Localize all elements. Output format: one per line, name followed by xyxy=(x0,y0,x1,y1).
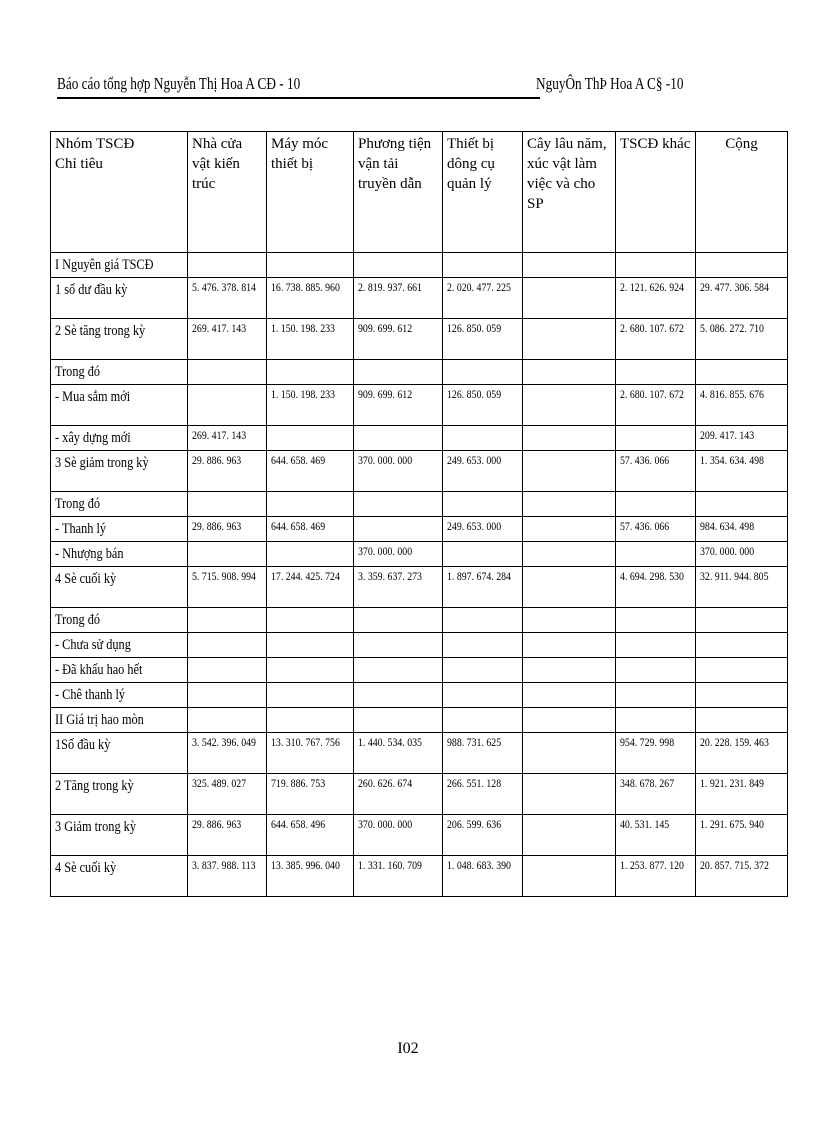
report-title-right: NguyÔn ThÞ Hoa A C§ -10 xyxy=(536,74,684,93)
row-label-cell xyxy=(51,319,188,360)
header-cell-perennial: Cây lâu năm, xúc vật làm việc và cho SP xyxy=(523,132,616,253)
cell-value: 370. 000. 000 xyxy=(358,453,413,467)
row-label: Trong đó xyxy=(55,612,101,628)
cell-value: 269. 417. 143 xyxy=(192,428,247,442)
table-row xyxy=(51,856,788,897)
table-row xyxy=(51,633,788,658)
value-cell xyxy=(354,567,443,608)
value-cell xyxy=(616,683,696,708)
value-cell xyxy=(696,278,788,319)
value-cell xyxy=(523,658,616,683)
cell-value: 40. 531. 145 xyxy=(620,817,670,831)
value-cell xyxy=(188,608,267,633)
value-cell xyxy=(188,253,267,278)
value-cell xyxy=(188,774,267,815)
header-underline xyxy=(57,97,540,99)
cell-value: 13. 385. 996. 040 xyxy=(271,858,340,872)
value-cell xyxy=(523,385,616,426)
value-cell xyxy=(354,426,443,451)
value-cell xyxy=(188,658,267,683)
value-cell xyxy=(188,385,267,426)
row-label: 3 Giảm trong kỳ xyxy=(55,819,136,835)
cell-value: 954. 729. 998 xyxy=(620,735,675,749)
value-cell xyxy=(696,567,788,608)
table-header-row xyxy=(51,132,788,253)
value-cell xyxy=(523,567,616,608)
row-label: - Đã khấu hao hết xyxy=(55,662,143,678)
table-row xyxy=(51,658,788,683)
row-label-cell xyxy=(51,385,188,426)
row-label-cell xyxy=(51,567,188,608)
value-cell xyxy=(188,360,267,385)
value-cell xyxy=(188,319,267,360)
cell-value: 269. 417. 143 xyxy=(192,321,247,335)
table-row xyxy=(51,253,788,278)
cell-value: 1. 150. 198. 233 xyxy=(271,321,335,335)
row-label: 4 Sè cuối kỳ xyxy=(55,860,117,876)
cell-value: 5. 086. 272. 710 xyxy=(700,321,764,335)
value-cell xyxy=(267,774,354,815)
table-row xyxy=(51,426,788,451)
value-cell xyxy=(443,658,523,683)
report-title-left: Báo cáo tổng hợp Nguyễn Thị Hoa A CĐ - 10 xyxy=(57,74,301,93)
value-cell xyxy=(696,492,788,517)
value-cell xyxy=(354,815,443,856)
value-cell xyxy=(443,426,523,451)
value-cell xyxy=(267,451,354,492)
cell-value: 249. 653. 000 xyxy=(447,453,502,467)
value-cell xyxy=(188,815,267,856)
cell-value: 209. 417. 143 xyxy=(700,428,755,442)
row-label: II Giá trị hao mòn xyxy=(55,712,144,728)
value-cell xyxy=(523,319,616,360)
header-cell-buildings: Nhà cửa vật kiến trúc xyxy=(188,132,267,253)
row-label-cell xyxy=(51,856,188,897)
cell-value: 1. 354. 634. 498 xyxy=(700,453,764,467)
cell-value: 370. 000. 000 xyxy=(358,817,413,831)
value-cell xyxy=(696,774,788,815)
value-cell xyxy=(443,774,523,815)
value-cell xyxy=(696,633,788,658)
row-label-cell xyxy=(51,253,188,278)
value-cell xyxy=(188,733,267,774)
value-cell xyxy=(267,683,354,708)
row-label-cell xyxy=(51,451,188,492)
header-cell-other: TSCĐ khác xyxy=(616,132,696,253)
row-label: I Nguyên giá TSCĐ xyxy=(55,257,154,273)
header-cell-transport: Phương tiện vận tải truyền dẫn xyxy=(354,132,443,253)
value-cell xyxy=(188,683,267,708)
value-cell xyxy=(354,451,443,492)
value-cell xyxy=(267,492,354,517)
cell-value: 988. 731. 625 xyxy=(447,735,502,749)
row-label-cell xyxy=(51,733,188,774)
row-label-cell xyxy=(51,360,188,385)
value-cell xyxy=(616,278,696,319)
value-cell xyxy=(616,815,696,856)
value-cell xyxy=(523,360,616,385)
cell-value: 20. 857. 715. 372 xyxy=(700,858,769,872)
cell-value: 29. 886. 963 xyxy=(192,817,242,831)
value-cell xyxy=(354,856,443,897)
cell-value: 325. 489. 027 xyxy=(192,776,247,790)
value-cell xyxy=(696,608,788,633)
cell-value: 1. 150. 198. 233 xyxy=(271,387,335,401)
table-row xyxy=(51,492,788,517)
value-cell xyxy=(267,542,354,567)
table-row xyxy=(51,708,788,733)
value-cell xyxy=(523,451,616,492)
row-label-cell xyxy=(51,633,188,658)
value-cell xyxy=(188,517,267,542)
header-cell-machinery: Máy móc thiết bị xyxy=(267,132,354,253)
value-cell xyxy=(443,360,523,385)
value-cell xyxy=(523,253,616,278)
value-cell xyxy=(354,542,443,567)
value-cell xyxy=(523,708,616,733)
row-label: 2 Tăng trong kỳ xyxy=(55,778,134,794)
value-cell xyxy=(443,608,523,633)
table-row xyxy=(51,733,788,774)
value-cell xyxy=(443,683,523,708)
value-cell xyxy=(188,451,267,492)
value-cell xyxy=(696,319,788,360)
value-cell xyxy=(523,733,616,774)
value-cell xyxy=(523,426,616,451)
value-cell xyxy=(616,608,696,633)
value-cell xyxy=(443,278,523,319)
value-cell xyxy=(523,683,616,708)
value-cell xyxy=(443,492,523,517)
row-label-cell xyxy=(51,683,188,708)
cell-value: 2. 121. 626. 924 xyxy=(620,280,684,294)
cell-value: 4. 694. 298. 530 xyxy=(620,569,684,583)
row-label: 1 số dư đầu kỳ xyxy=(55,282,128,298)
row-label: - Chê thanh lý xyxy=(55,687,126,703)
row-label-cell xyxy=(51,658,188,683)
value-cell xyxy=(267,517,354,542)
row-label: - Mua sắm mới xyxy=(55,389,131,405)
value-cell xyxy=(523,542,616,567)
cell-value: 1. 331. 160. 709 xyxy=(358,858,422,872)
cell-value: 1. 291. 675. 940 xyxy=(700,817,764,831)
cell-value: 29. 886. 963 xyxy=(192,453,242,467)
value-cell xyxy=(696,856,788,897)
value-cell xyxy=(616,658,696,683)
cell-value: 2. 680. 107. 672 xyxy=(620,387,684,401)
row-label-cell xyxy=(51,492,188,517)
value-cell xyxy=(523,774,616,815)
value-cell xyxy=(616,633,696,658)
value-cell xyxy=(616,426,696,451)
value-cell xyxy=(616,385,696,426)
cell-value: 909. 699. 612 xyxy=(358,321,413,335)
cell-value: 5. 476. 378. 814 xyxy=(192,280,256,294)
fixed-asset-table xyxy=(50,131,788,897)
row-label-cell xyxy=(51,815,188,856)
table-row xyxy=(51,451,788,492)
value-cell xyxy=(443,856,523,897)
cell-value: 644. 658. 496 xyxy=(271,817,326,831)
value-cell xyxy=(267,708,354,733)
value-cell xyxy=(523,633,616,658)
cell-value: 1. 048. 683. 390 xyxy=(447,858,511,872)
table-row xyxy=(51,608,788,633)
row-label-cell xyxy=(51,542,188,567)
row-label-cell xyxy=(51,774,188,815)
cell-value: 249. 653. 000 xyxy=(447,519,502,533)
cell-value: 5. 715. 908. 994 xyxy=(192,569,256,583)
cell-value: 644. 658. 469 xyxy=(271,453,326,467)
cell-value: 266. 551. 128 xyxy=(447,776,502,790)
value-cell xyxy=(188,492,267,517)
row-label: Trong đó xyxy=(55,496,101,512)
cell-value: 3. 542. 396. 049 xyxy=(192,735,256,749)
row-label-cell xyxy=(51,426,188,451)
cell-value: 29. 477. 306. 584 xyxy=(700,280,769,294)
cell-value: 20. 228. 159. 463 xyxy=(700,735,769,749)
table-row xyxy=(51,360,788,385)
value-cell xyxy=(443,633,523,658)
value-cell xyxy=(267,658,354,683)
cell-value: 13. 310. 767. 756 xyxy=(271,735,340,749)
value-cell xyxy=(267,567,354,608)
value-cell xyxy=(523,278,616,319)
table-row xyxy=(51,567,788,608)
header-cell-group: Nhóm TSCĐ Chỉ tiêu xyxy=(51,132,188,253)
value-cell xyxy=(616,856,696,897)
cell-value: 57. 436. 066 xyxy=(620,453,670,467)
value-cell xyxy=(523,517,616,542)
value-cell xyxy=(616,451,696,492)
value-cell xyxy=(696,683,788,708)
value-cell xyxy=(267,815,354,856)
value-cell xyxy=(523,608,616,633)
value-cell xyxy=(616,542,696,567)
value-cell xyxy=(267,253,354,278)
value-cell xyxy=(696,658,788,683)
value-cell xyxy=(443,815,523,856)
value-cell xyxy=(354,658,443,683)
cell-value: 126. 850. 059 xyxy=(447,387,502,401)
cell-value: 719. 886. 753 xyxy=(271,776,326,790)
cell-value: 348. 678. 267 xyxy=(620,776,675,790)
value-cell xyxy=(354,774,443,815)
header-cell-total: Cộng xyxy=(696,132,788,253)
value-cell xyxy=(443,733,523,774)
cell-value: 16. 738. 885. 960 xyxy=(271,280,340,294)
value-cell xyxy=(696,426,788,451)
table-row xyxy=(51,278,788,319)
row-label: 2 Sè tăng trong kỳ xyxy=(55,323,146,339)
cell-value: 2. 680. 107. 672 xyxy=(620,321,684,335)
row-label: 4 Sè cuối kỳ xyxy=(55,571,117,587)
value-cell xyxy=(523,815,616,856)
cell-value: 126. 850. 059 xyxy=(447,321,502,335)
cell-value: 29. 886. 963 xyxy=(192,519,242,533)
cell-value: 370. 000. 000 xyxy=(358,544,413,558)
value-cell xyxy=(696,360,788,385)
table-row xyxy=(51,774,788,815)
value-cell xyxy=(616,360,696,385)
value-cell xyxy=(354,385,443,426)
value-cell xyxy=(616,774,696,815)
value-cell xyxy=(188,708,267,733)
cell-value: 909. 699. 612 xyxy=(358,387,413,401)
row-label: - Chưa sử dụng xyxy=(55,637,131,653)
row-label: - Nhượng bán xyxy=(55,546,124,562)
value-cell xyxy=(616,319,696,360)
value-cell xyxy=(354,253,443,278)
cell-value: 2. 020. 477. 225 xyxy=(447,280,511,294)
value-cell xyxy=(696,253,788,278)
value-cell xyxy=(443,451,523,492)
value-cell xyxy=(354,708,443,733)
value-cell xyxy=(267,426,354,451)
value-cell xyxy=(616,708,696,733)
table-row xyxy=(51,815,788,856)
value-cell xyxy=(354,319,443,360)
value-cell xyxy=(616,517,696,542)
row-label-cell xyxy=(51,278,188,319)
row-label: - Thanh lý xyxy=(55,521,107,537)
value-cell xyxy=(616,253,696,278)
table-row xyxy=(51,542,788,567)
value-cell xyxy=(616,733,696,774)
value-cell xyxy=(443,517,523,542)
value-cell xyxy=(696,733,788,774)
value-cell xyxy=(354,608,443,633)
row-label-cell xyxy=(51,708,188,733)
cell-value: 2. 819. 937. 661 xyxy=(358,280,422,294)
value-cell xyxy=(616,567,696,608)
value-cell xyxy=(267,319,354,360)
value-cell xyxy=(354,633,443,658)
value-cell xyxy=(616,492,696,517)
value-cell xyxy=(188,633,267,658)
header-cell-equipment: Thiết bị dông cụ quản lý xyxy=(443,132,523,253)
value-cell xyxy=(354,733,443,774)
cell-value: 17. 244. 425. 724 xyxy=(271,569,340,583)
value-cell xyxy=(354,360,443,385)
cell-value: 260. 626. 674 xyxy=(358,776,413,790)
value-cell xyxy=(267,278,354,319)
row-label-cell xyxy=(51,608,188,633)
value-cell xyxy=(443,708,523,733)
value-cell xyxy=(696,385,788,426)
table-row xyxy=(51,517,788,542)
value-cell xyxy=(267,733,354,774)
row-label: 1Số đầu kỳ xyxy=(55,737,111,753)
value-cell xyxy=(523,492,616,517)
value-cell xyxy=(696,542,788,567)
value-cell xyxy=(696,517,788,542)
cell-value: 57. 436. 066 xyxy=(620,519,670,533)
value-cell xyxy=(443,542,523,567)
value-cell xyxy=(354,492,443,517)
value-cell xyxy=(443,385,523,426)
value-cell xyxy=(267,608,354,633)
cell-value: 984. 634. 498 xyxy=(700,519,755,533)
table-row xyxy=(51,683,788,708)
value-cell xyxy=(696,815,788,856)
value-cell xyxy=(443,253,523,278)
cell-value: 370. 000. 000 xyxy=(700,544,755,558)
row-label: - xây dựng mới xyxy=(55,430,131,446)
row-label: 3 Sè giảm trong kỳ xyxy=(55,455,149,471)
row-label: Trong đó xyxy=(55,364,101,380)
value-cell xyxy=(267,385,354,426)
table-row xyxy=(51,385,788,426)
cell-value: 1. 897. 674. 284 xyxy=(447,569,511,583)
cell-value: 644. 658. 469 xyxy=(271,519,326,533)
value-cell xyxy=(188,542,267,567)
value-cell xyxy=(267,360,354,385)
value-cell xyxy=(523,856,616,897)
value-cell xyxy=(354,683,443,708)
cell-value: 206. 599. 636 xyxy=(447,817,502,831)
page-number: I02 xyxy=(397,1040,419,1057)
value-cell xyxy=(696,451,788,492)
cell-value: 3. 837. 988. 113 xyxy=(192,858,256,872)
value-cell xyxy=(443,567,523,608)
value-cell xyxy=(188,567,267,608)
row-label-cell xyxy=(51,517,188,542)
value-cell xyxy=(696,708,788,733)
cell-value: 4. 816. 855. 676 xyxy=(700,387,764,401)
table-row xyxy=(51,319,788,360)
cell-value: 32. 911. 944. 805 xyxy=(700,569,769,583)
cell-value: 3. 359. 637. 273 xyxy=(358,569,422,583)
value-cell xyxy=(354,517,443,542)
value-cell xyxy=(443,319,523,360)
value-cell xyxy=(267,633,354,658)
value-cell xyxy=(188,278,267,319)
cell-value: 1. 440. 534. 035 xyxy=(358,735,422,749)
value-cell xyxy=(267,856,354,897)
value-cell xyxy=(354,278,443,319)
value-cell xyxy=(188,426,267,451)
cell-value: 1. 253. 877. 120 xyxy=(620,858,684,872)
value-cell xyxy=(188,856,267,897)
cell-value: 1. 921. 231. 849 xyxy=(700,776,764,790)
